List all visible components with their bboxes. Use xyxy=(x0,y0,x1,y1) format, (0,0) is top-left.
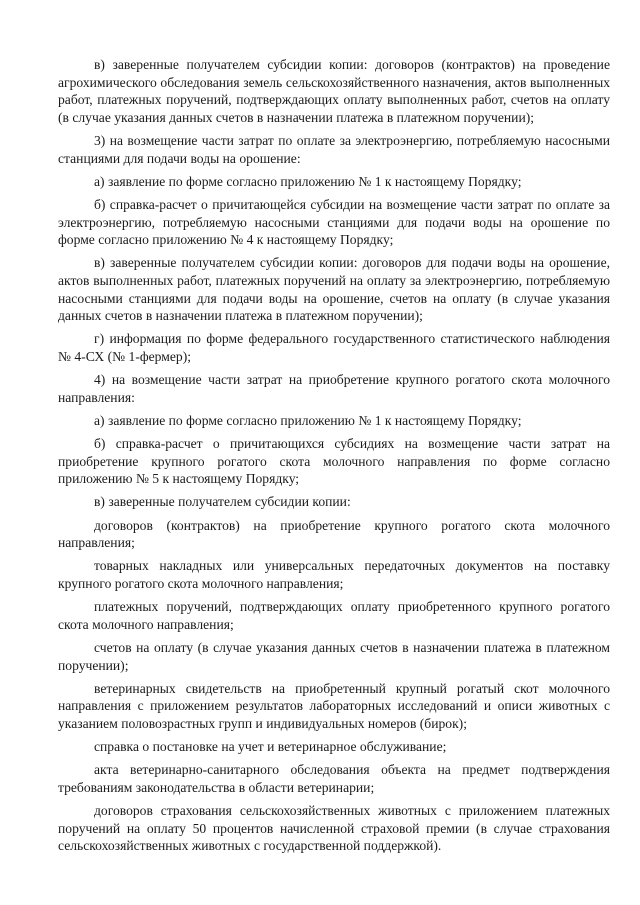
paragraph-application-form-cattle: а) заявление по форме согласно приложению № 1 к настоящему Порядку; xyxy=(94,412,522,428)
paragraph-contract-copies-agrochemical: в) заверенные получателем субсидии копии: договоров (контрактов) на проведение агрохимического обследования земель сельскохозяйственного назначения, актов выполненных работ, платежных поручений, подтверждающих оплату выполненных работ, счетов на оплату (в случае указания данных счетов в назначении платежа в платежном поручении); xyxy=(58,57,610,125)
paragraph-application-form: а) заявление по форме согласно приложению № 1 к настоящему Порядку; xyxy=(94,173,522,189)
paragraph-payment-orders: платежных поручений, подтверждающих оплату приобретенного крупного рогатого скота молочного направления; xyxy=(58,599,610,632)
paragraph-invoices: счетов на оплату (в случае указания данных счетов в назначении платежа в платежном поручении); xyxy=(58,639,610,673)
paragraph-certified-copies: в) заверенные получателем субсидии копии: xyxy=(94,494,351,510)
paragraph-veterinary-certificates: ветеринарных свидетельств на приобретенный крупный рогатый скот молочного направления с приложением результатов лабораторных исследований и описи животных с указанием половозрастных групп и индивидуальных номеров (бирок); xyxy=(58,680,610,731)
paragraph-purchase-contracts: договоров (контрактов) на приобретение крупного рогатого скота молочного направления; xyxy=(58,517,610,551)
paragraph-item-4-cattle: 4) на возмещение части затрат на приобретение крупного рогатого скота молочного направления: xyxy=(58,372,610,405)
paragraph-contract-copies-water-supply: в) заверенные получателем субсидии копии: договоров для подачи воды на орошение, актов выполненных работ, платежных поручений на оплату за электроэнергию, потребляемую насосными станциями для подачи воды на орошение, счетов на оплату (в случае указания данных счетов в назначении платежа в платежном поручении); xyxy=(58,255,610,324)
paragraph-statistical-form: г) информация по форме федерального государственного статистического наблюдения № 4-СХ (№ 1-фермер); xyxy=(58,331,610,364)
paragraph-waybills: товарных накладных или универсальных передаточных документов на поставку крупного рогатого скота молочного направления; xyxy=(58,558,610,591)
paragraph-calculation-certificate-electricity: б) справка-расчет о причитающейся субсидии на возмещение части затрат по оплате за электроэнергию, потребляемую насосными станциями для подачи воды на орошение по форме согласно приложению № 4 к настоящему Порядку; xyxy=(58,196,610,248)
paragraph-sanitary-inspection-act: акта ветеринарно-санитарного обследования объекта на предмет подтверждения требованиям законодательства в области ветеринарии; xyxy=(58,762,610,795)
paragraph-registration-reference: справка о постановке на учет и ветеринарное обслуживание; xyxy=(94,739,447,755)
document-page xyxy=(58,56,610,855)
paragraph-insurance-contracts: договоров страхования сельскохозяйственных животных с приложением платежных поручений на оплату 50 процентов начисленной страховой премии (в случае страхования сельскохозяйственных животных с государственной поддержкой). xyxy=(58,803,610,854)
paragraph-item-3-electricity: 3) на возмещение части затрат по оплате за электроэнергию, потребляемую насосными станциями для подачи воды на орошение: xyxy=(58,132,610,166)
paragraph-calculation-certificate-cattle: б) справка-расчет о причитающихся субсидиях на возмещение части затрат на приобретение крупного рогатого скота молочного направления по форме согласно приложению № 5 к настоящему Порядку; xyxy=(58,436,610,487)
